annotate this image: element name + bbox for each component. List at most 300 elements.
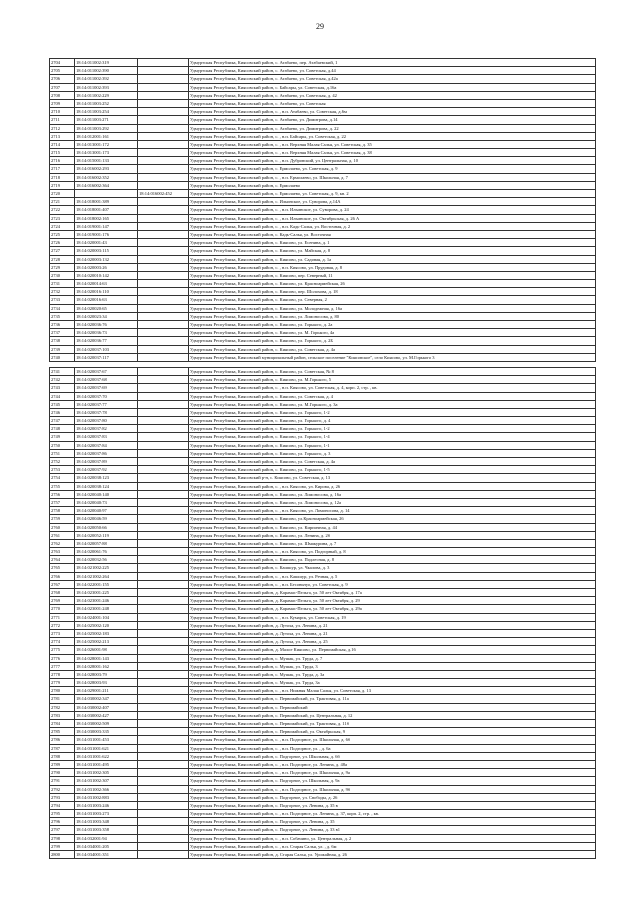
previous-number-cell — [138, 629, 189, 637]
previous-number-cell — [138, 206, 189, 214]
table-row — [50, 752, 596, 760]
row-number-cell: 2731 — [50, 280, 75, 288]
row-number-cell: 2713 — [50, 132, 75, 140]
cadastral-number-cell: 18:14:031003:246 — [75, 801, 138, 809]
previous-number-cell — [138, 263, 189, 271]
row-number-cell: 2708 — [50, 91, 75, 99]
address-cell: Удмуртская Республика, Киясовский район, д. Лутоха, ул. Ленина, д. 21 — [189, 629, 596, 637]
address-cell: Удмуртская Республика, Киясовский район, с. Атабаево, пер. Атабаевский, 1 — [189, 59, 596, 67]
address-cell: Удмуртская Республика, Киясовский район, с. Киясово, ул. М.Горького, д. 3а — [189, 400, 596, 408]
row-number-cell: 2726 — [50, 239, 75, 247]
previous-number-cell — [138, 662, 189, 670]
row-number-cell: 2712 — [50, 124, 75, 132]
address-cell: Удмуртская Республика, Киясовский район, д. Карамас-Пельга, ул. 50 лет Октября, д. 29а — [189, 605, 596, 613]
previous-number-cell — [138, 515, 189, 523]
previous-number-cell — [138, 149, 189, 157]
registry-table-body — [50, 59, 596, 859]
previous-number-cell — [138, 826, 189, 834]
row-number-cell: 2752 — [50, 458, 75, 466]
table-row — [50, 777, 596, 785]
previous-number-cell — [138, 654, 189, 662]
previous-number-cell — [138, 703, 189, 711]
address-cell: Удмуртская Республика, Киясовский район, с. , н.п. Подгорное, ул. Школьная, д. 9а — [189, 769, 596, 777]
row-number-cell: 2763 — [50, 548, 75, 556]
table-row — [50, 638, 596, 646]
table-row — [50, 222, 596, 230]
row-number-cell: 2766 — [50, 572, 75, 580]
table-row — [50, 384, 596, 392]
address-cell: Удмуртская Республика, Киясовский район, с. Киясово, ул. Горького, 1-4 — [189, 433, 596, 441]
address-cell: Удмуртская Республика, Киясовский район, с. Мушак, ул. Труда, д. 7 — [189, 654, 596, 662]
address-cell: Удмуртская Республика, Киясовский район, с. Киясово, ул. Горького, д. 2Б — [189, 337, 596, 345]
previous-number-cell — [138, 523, 189, 531]
cadastral-number-cell: 18:14:011003:252 — [75, 99, 138, 107]
cadastral-number-cell: 18:14:028001:162 — [75, 662, 138, 670]
address-cell: Удмуртская Республика, Киясовский район, с. Киясово, ул. Ломоносова, д. 12а — [189, 498, 596, 506]
address-cell: Удмуртская Республика, Киясовский район, с. Мушак, ул. Труда, 3 — [189, 662, 596, 670]
row-number-cell: 2787 — [50, 744, 75, 752]
address-cell: Удмуртская Республика, Киясовский район, с. Подгорное, ул. Ленина, д. 33 в1 — [189, 826, 596, 834]
table-row — [50, 108, 596, 116]
row-number-cell: 2711 — [50, 116, 75, 124]
row-number-cell: 2739 — [50, 345, 75, 353]
table-row — [50, 613, 596, 621]
row-number-cell: 2717 — [50, 165, 75, 173]
address-cell: Удмуртская Республика, Киясовский район, с. , н.п. Верхняя Малая Салья, ул. Советская, д. 35 — [189, 140, 596, 148]
table-row — [50, 99, 596, 107]
cadastral-number-cell: 18:14:030002:407 — [75, 703, 138, 711]
row-number-cell: 2740 — [50, 353, 75, 361]
table-row — [50, 629, 596, 637]
previous-number-cell — [138, 433, 189, 441]
table-row — [50, 124, 596, 132]
cadastral-number-cell: 18:14:023001:225 — [75, 589, 138, 597]
previous-number-cell — [138, 777, 189, 785]
row-number-cell: 2798 — [50, 834, 75, 842]
row-number-cell: 2742 — [50, 376, 75, 384]
cadastral-number-cell: 18:14:031002:305 — [75, 769, 138, 777]
table-row — [50, 59, 596, 67]
row-number-cell: 2729 — [50, 263, 75, 271]
row-number-cell: 2782 — [50, 703, 75, 711]
address-cell: Удмуртская Республика, Киясовский район, с. Мушак, ул. Труда, д. 3а — [189, 670, 596, 678]
row-number-cell: 2783 — [50, 711, 75, 719]
cadastral-number-cell: 18:14:020037:86 — [75, 449, 138, 457]
row-number-cell: 2744 — [50, 392, 75, 400]
address-cell: Удмуртская Республика, Киясовский район, с. , н.п. Киясово, ул. Кирова, д. 26 — [189, 482, 596, 490]
table-row — [50, 67, 596, 75]
previous-number-cell — [138, 132, 189, 140]
address-cell: Удмуртская Республика, Киясовский район, с. Киясово, ул. Советская, д. 4а — [189, 458, 596, 466]
cadastral-number-cell: 18:14:020023:34 — [75, 312, 138, 320]
address-cell: Удмуртская Республика, Киясовский район, д. Малое Киясово, ул. Первомайская, д.16 — [189, 646, 596, 654]
table-row — [50, 458, 596, 466]
row-number-cell: 2773 — [50, 629, 75, 637]
cadastral-number-cell: 18:14:011002:319 — [75, 59, 138, 67]
row-number-cell: 2758 — [50, 507, 75, 515]
row-number-cell: 2736 — [50, 321, 75, 329]
cadastral-number-cell: 18:14:020003:115 — [75, 247, 138, 255]
row-number-cell: 2789 — [50, 760, 75, 768]
cadastral-number-cell: 18:14:016002:364 — [75, 181, 138, 189]
cadastral-number-cell: 18:14:020001:43 — [75, 239, 138, 247]
cadastral-number-cell: 18:14:031002:307 — [75, 777, 138, 785]
row-number-cell: 2751 — [50, 449, 75, 457]
cadastral-number-cell: 18:14:032001:94 — [75, 834, 138, 842]
cadastral-number-cell: 18:14:031001:621 — [75, 744, 138, 752]
previous-number-cell — [138, 67, 189, 75]
previous-number-cell — [138, 605, 189, 613]
previous-number-cell — [138, 572, 189, 580]
cadastral-number-cell: 18:14:020016:63 — [75, 296, 138, 304]
previous-number-cell — [138, 687, 189, 695]
table-row — [50, 539, 596, 547]
table-row — [50, 720, 596, 728]
row-number-cell: 2786 — [50, 736, 75, 744]
table-row — [50, 801, 596, 809]
table-row — [50, 280, 596, 288]
address-cell: Удмуртская Республика, Киясовский район, с. , н.п. Киясово, ул. Подгорный, д. 8 — [189, 548, 596, 556]
address-cell: Удмуртская Республика, Киясовский район, с. Атабаево, ул. Советская, д.42а — [189, 75, 596, 83]
previous-number-cell — [138, 458, 189, 466]
row-number-cell: 2761 — [50, 531, 75, 539]
row-number-cell: 2734 — [50, 304, 75, 312]
cadastral-number-cell: 18:14:030003:335 — [75, 728, 138, 736]
cadastral-number-cell: 18:14:020014:63 — [75, 280, 138, 288]
row-number-cell: 2750 — [50, 441, 75, 449]
address-cell: Удмуртская Республика, Киясовский район, с. Подгорное, ул. Школьная, д. 6б — [189, 752, 596, 760]
table-row — [50, 239, 596, 247]
address-cell: Удмуртская Республика, Киясовский район, с. , н.п. Подгорное, ул. Школьная, д. 6б — [189, 736, 596, 744]
row-number-cell: 2796 — [50, 818, 75, 826]
row-number-cell: 2797 — [50, 826, 75, 834]
row-number-cell: 2765 — [50, 564, 75, 572]
cadastral-number-cell: 18:14:020038:124 — [75, 482, 138, 490]
cadastral-number-cell: 18:14:020032:56 — [75, 556, 138, 564]
table-row — [50, 826, 596, 834]
table-row — [50, 597, 596, 605]
row-number-cell: 2747 — [50, 417, 75, 425]
cadastral-number-cell: 18:14:021002:225 — [75, 564, 138, 572]
address-cell: Удмуртская Республика, Киясовский район, с. Первомайский, ул. Трактовая, д. 11б — [189, 720, 596, 728]
row-number-cell: 2767 — [50, 580, 75, 588]
table-row — [50, 703, 596, 711]
row-number-cell: 2775 — [50, 646, 75, 654]
cadastral-number-cell: 18:14:020037:83 — [75, 433, 138, 441]
table-row — [50, 605, 596, 613]
cadastral-number-cell: 18:14:018002:165 — [75, 214, 138, 222]
previous-number-cell — [138, 760, 189, 768]
cadastral-number-cell: 18:14:025002:213 — [75, 638, 138, 646]
row-number-cell: 2771 — [50, 613, 75, 621]
row-number-cell: 2774 — [50, 638, 75, 646]
address-cell: Удмуртская Республика, Киясовский район, с. Киясово, ул. Советская, д. 4а — [189, 345, 596, 353]
row-number-cell: 2788 — [50, 752, 75, 760]
cadastral-number-cell: 18:14:019001:176 — [75, 230, 138, 238]
address-cell: Удмуртская Республика, Киясовский район, с. , н.п. Кумарск, ул. Советская, д. 19 — [189, 613, 596, 621]
row-number-cell: 2760 — [50, 523, 75, 531]
previous-number-cell — [138, 384, 189, 392]
address-cell: Удмуртская Республика, Киясовский район, с. , н.п. Нижняя Малая Салья, ул. Советская, д. 13 — [189, 687, 596, 695]
cadastral-number-cell: 18:14:020037:84 — [75, 441, 138, 449]
table-row — [50, 728, 596, 736]
cadastral-number-cell: 18:14:020037:69 — [75, 384, 138, 392]
cadastral-number-cell: 18:14:020037:103 — [75, 345, 138, 353]
row-number-cell: 2800 — [50, 851, 75, 859]
cadastral-number-cell: 18:14:011003:271 — [75, 116, 138, 124]
table-row — [50, 564, 596, 572]
row-number-cell: 2749 — [50, 433, 75, 441]
table-row — [50, 376, 596, 384]
address-cell: Удмуртская Республика, Киясовский район, с. Атабаево, ул. Советская, д. 42 — [189, 91, 596, 99]
row-number-cell: 2781 — [50, 695, 75, 703]
row-number-cell: 2795 — [50, 810, 75, 818]
row-number-cell: 2718 — [50, 173, 75, 181]
table-row — [50, 580, 596, 588]
row-number-cell: 2704 — [50, 59, 75, 67]
previous-number-cell — [138, 321, 189, 329]
previous-number-cell — [138, 91, 189, 99]
address-cell: Удмуртская Республика, Киясовский район, с. Атабаево, ул. Советская — [189, 99, 596, 107]
cadastral-number-cell: 18:14:020036:73 — [75, 329, 138, 337]
table-row — [50, 662, 596, 670]
previous-number-cell — [138, 621, 189, 629]
previous-number-cell — [138, 247, 189, 255]
address-cell: Удмуртская Республика, Киясовский район, с. Ермолаево, ул. Советская, д. 9, кв. 2 — [189, 190, 596, 198]
address-cell: Удмуртская Республика, Киясовский район, с. , н.п. Собачино, ул. Центральная, д. 2 — [189, 834, 596, 842]
previous-number-cell — [138, 498, 189, 506]
previous-number-cell — [138, 59, 189, 67]
address-cell: Удмуртская Республика, Киясовский район, с. Киясово, ул. Ленина, д. 2б — [189, 531, 596, 539]
cadastral-number-cell: 18:14:030002:427 — [75, 711, 138, 719]
previous-number-cell — [138, 474, 189, 482]
table-row — [50, 353, 596, 361]
address-cell: Удмуртская Республика, Киясовский район, с. Подгорное, ул. Школьная, д. 9а — [189, 777, 596, 785]
previous-number-cell — [138, 376, 189, 384]
previous-number-cell — [138, 810, 189, 818]
cadastral-number-cell: 18:14:011002:229 — [75, 91, 138, 99]
row-number-cell: 2738 — [50, 337, 75, 345]
cadastral-number-cell: 18:14:012001:161 — [75, 132, 138, 140]
table-row — [50, 329, 596, 337]
cadastral-number-cell: 18:14:011002:393 — [75, 83, 138, 91]
table-row — [50, 367, 596, 375]
previous-number-cell — [138, 482, 189, 490]
cadastral-number-cell: 18:14:031002:366 — [75, 785, 138, 793]
address-cell: Удмуртская Республика, Киясовский район, с. Киясово, ул. Горького, д. 3 — [189, 449, 596, 457]
cadastral-number-cell: 18:14:018001:389 — [75, 198, 138, 206]
cadastral-number-cell: 18:14:026001:98 — [75, 646, 138, 654]
row-number-cell: 2705 — [50, 67, 75, 75]
previous-number-cell — [138, 312, 189, 320]
address-cell: Удмуртская Республика, Киясовский район, с. Подгорное, ул. Ленина, д. 35 — [189, 818, 596, 826]
previous-number-cell — [138, 214, 189, 222]
address-cell: Удмуртская Республика, Киясовский район, д. Карамас-Пельга, ул. 50 лет Октября, д. 17а — [189, 589, 596, 597]
address-cell: Удмуртская Республика, Киясовский район, с. , н.п. Атабаево, ул. Советская, д.6м — [189, 108, 596, 116]
table-row — [50, 834, 596, 842]
previous-number-cell — [138, 638, 189, 646]
row-number-cell: 2769 — [50, 597, 75, 605]
cadastral-number-cell: 18:14:020037:80 — [75, 417, 138, 425]
table-row — [50, 173, 596, 181]
row-number-cell: 2785 — [50, 728, 75, 736]
address-cell: Удмуртская Республика, Киясовский район, с. , н.п. Старая Салья, ул. , д. 6м — [189, 842, 596, 850]
address-cell: Удмуртская Республика, Киясовский район, с. , н.п. Дубровский, ул. Центральная, д. 10 — [189, 157, 596, 165]
row-number-cell: 2732 — [50, 288, 75, 296]
address-cell: Удмуртская Республика, Киясовский район, с. Киясово, ул. Горького, 1-5 — [189, 466, 596, 474]
row-number-cell: 2723 — [50, 214, 75, 222]
table-row — [50, 621, 596, 629]
cadastral-number-cell: 18:14:020037:67 — [75, 367, 138, 375]
previous-number-cell — [138, 711, 189, 719]
row-number-cell: 2779 — [50, 679, 75, 687]
cadastral-number-cell: 18:14:031003:348 — [75, 818, 138, 826]
address-cell: Удмуртская Республика, Киясовский район, с. , н.п. Байсары, ул. Советская, д. 22 — [189, 132, 596, 140]
address-cell: Удмуртская Республика, Киясовский район, с. Киясово, ул. Северная, 2 — [189, 296, 596, 304]
address-cell: Удмуртская Республика, Киясовский район, с. Киясово, ул. Горького, 1-2 — [189, 408, 596, 416]
address-cell: Удмуртская Республика, Киясовский район, с. Киясово, ул. Шмакурина, д. 7 — [189, 539, 596, 547]
address-cell: Удмуртская Республика, Киясовский район, с. , н.п. Верхняя Малая Салья, ул. Советская, д. 38 — [189, 149, 596, 157]
table-row — [50, 670, 596, 678]
row-number-cell: 2735 — [50, 312, 75, 320]
previous-number-cell — [138, 589, 189, 597]
previous-number-cell — [138, 744, 189, 752]
previous-number-cell — [138, 670, 189, 678]
address-cell: Удмуртская Республика, Киясовский район, с. , н.п. Киясово, ул. Советская, д. 4, корп. 2, стр. , кв. — [189, 384, 596, 392]
address-cell: Удмуртская Республика, Киясовский район, с. Киясово, ул. Подлесная, д. 8 — [189, 556, 596, 564]
cadastral-number-cell: 18:14:031002:883 — [75, 793, 138, 801]
address-cell: Удмуртская Республика, Киясовский район, с. Атабаево, ул. Димитрова, д.14 — [189, 116, 596, 124]
cadastral-number-cell: 18:14:022001:155 — [75, 580, 138, 588]
table-row — [50, 149, 596, 157]
table-row — [50, 190, 596, 198]
cadastral-number-cell: 18:14:020037:117 — [75, 353, 138, 361]
previous-number-cell — [138, 695, 189, 703]
cadastral-number-cell: 18:14:020040:140 — [75, 490, 138, 498]
previous-number-cell — [138, 425, 189, 433]
address-cell: Удмуртская Республика, Киясовский район, с. , н.п. Кадь-Салья, ул. Восточная, д. 2 — [189, 222, 596, 230]
row-number-cell: 2724 — [50, 222, 75, 230]
row-number-cell: 2745 — [50, 400, 75, 408]
cadastral-number-cell: 18:14:023001:248 — [75, 605, 138, 613]
cadastral-number-cell: 18:14:020036:76 — [75, 321, 138, 329]
table-row — [50, 247, 596, 255]
previous-number-cell — [138, 108, 189, 116]
table-row — [50, 589, 596, 597]
cadastral-number-cell: 18:14:020037:77 — [75, 400, 138, 408]
row-number-cell: 2741 — [50, 367, 75, 375]
cadastral-number-cell: 18:14:020010:142 — [75, 271, 138, 279]
table-row — [50, 157, 596, 165]
cadastral-number-cell: 18:14:011002:390 — [75, 67, 138, 75]
table-row — [50, 165, 596, 173]
cadastral-number-cell: 18:14:025002:183 — [75, 629, 138, 637]
previous-number-cell — [138, 255, 189, 263]
cadastral-number-cell: 18:14:031001:622 — [75, 752, 138, 760]
cadastral-number-cell: 18:14:011003:254 — [75, 108, 138, 116]
table-row — [50, 736, 596, 744]
previous-number-cell — [138, 165, 189, 173]
row-number-cell: 2754 — [50, 474, 75, 482]
row-number-cell: 2790 — [50, 769, 75, 777]
previous-number-cell — [138, 490, 189, 498]
previous-number-cell — [138, 441, 189, 449]
previous-number-cell — [138, 345, 189, 353]
table-row — [50, 321, 596, 329]
table-row — [50, 548, 596, 556]
row-number-cell: 2759 — [50, 515, 75, 523]
row-number-cell: 2780 — [50, 687, 75, 695]
previous-number-cell — [138, 408, 189, 416]
address-cell: Удмуртская Республика, Киясовский район, с. Киясово, ул. Горького, 1-2 — [189, 425, 596, 433]
cadastral-number-cell: 18:14:020061:76 — [75, 548, 138, 556]
table-row — [50, 744, 596, 752]
address-cell: Удмуртская Республика, Киясовский район, с. , н.п. Подгорное, ул. Школьная, д. 9б — [189, 785, 596, 793]
row-number-cell: 2768 — [50, 589, 75, 597]
row-number-cell: 2722 — [50, 206, 75, 214]
previous-number-cell — [138, 539, 189, 547]
address-cell: Удмуртская Республика, Киясовский район, с. , н.п. Кашшур, ул. Речная, д. 5 — [189, 572, 596, 580]
address-cell: Удмуртская Республика, Киясовский район, с. Киясово, ул. Молодежная, д. 16а — [189, 304, 596, 312]
cadastral-number-cell: 18:14:034001:205 — [75, 842, 138, 850]
address-cell: Удмуртская Республика, Киясовский район, с. Подгорное, ул. Ленина, д. 35 в — [189, 801, 596, 809]
previous-number-cell — [138, 116, 189, 124]
row-number-cell: 2746 — [50, 408, 75, 416]
address-cell: Удмуртская Республика, Киясовский район, с. Киясово, ул. М.Горького, 5 — [189, 376, 596, 384]
address-cell: Удмуртская Республика, Киясовский район, с. , н.п. Киясово, ул. Ломоносова, д. 14 — [189, 507, 596, 515]
address-cell: Удмуртская Республика, Киясовский район, с. Киясово, ул. Горького, д. 2а — [189, 321, 596, 329]
previous-number-cell — [138, 124, 189, 132]
cadastral-number-cell: 18:14:016002:293 — [75, 165, 138, 173]
cadastral-number-cell: 18:14:020038:123 — [75, 474, 138, 482]
previous-number-cell — [138, 531, 189, 539]
address-cell: Удмуртская Республика, Киясовский район, д. Карамас-Пельга, ул. 50 лет Октября, д. 29 — [189, 597, 596, 605]
previous-number-cell — [138, 271, 189, 279]
address-cell: Удмуртская Республика, Киясовский район, с. Киясово, ул.Красноармейская, 26 — [189, 515, 596, 523]
table-row — [50, 91, 596, 99]
row-number-cell: 2715 — [50, 149, 75, 157]
previous-number-cell — [138, 230, 189, 238]
address-cell: Удмуртская Республика, Киясовский район, с. Ильинское, ул. Суворова, д.14А — [189, 198, 596, 206]
address-cell: Удмуртская Республика, Киясовский район, с. Киясово, ул. Советская, № 8 — [189, 367, 596, 375]
cadastral-number-cell: 18:14:020037:68 — [75, 376, 138, 384]
address-cell: Удмуртская Республика, Киясовский район, с. Киясово, ул. Кирпичная, д. 44 — [189, 523, 596, 531]
table-row — [50, 345, 596, 353]
table-row — [50, 818, 596, 826]
address-cell: Удмуртская Республика, Киясовский район, с. Киясово, ул. Красноармейская, 26 — [189, 280, 596, 288]
previous-number-cell — [138, 679, 189, 687]
address-cell: Удмуртская Республика, Киясовский район, д. Лутоха, ул. Ленина, д. 21 — [189, 621, 596, 629]
cadastral-number-cell: 18:14:020037:78 — [75, 408, 138, 416]
row-number-cell: 2725 — [50, 230, 75, 238]
previous-number-cell: 18:14:016002:452 — [138, 190, 189, 198]
address-cell: Удмуртская Республика, Киясовский район, с. Киясово, пер. Шолохова, д. 18 — [189, 288, 596, 296]
table-row — [50, 679, 596, 687]
address-cell: Удмуртская Республика, Киясовский район, с. Первомайский, ул. Трактовая, д. 11а — [189, 695, 596, 703]
address-cell: Удмуртская Республика, Киясовский район, с. Киясово, ул. М. Горького, 4а — [189, 329, 596, 337]
table-row — [50, 695, 596, 703]
table-row — [50, 793, 596, 801]
address-cell: Удмуртская Республика, Киясовский р-н, с. Киясово, ул. Советская, д. 13 — [189, 474, 596, 482]
address-cell: Удмуртская Республика, Киясовский район, с. Киясово, ул. Ломоносова, д. 16а — [189, 490, 596, 498]
table-row — [50, 523, 596, 531]
table-row — [50, 392, 596, 400]
row-number-cell: 2748 — [50, 425, 75, 433]
table-row — [50, 116, 596, 124]
table-row — [50, 263, 596, 271]
table-row — [50, 288, 596, 296]
table-row — [50, 304, 596, 312]
